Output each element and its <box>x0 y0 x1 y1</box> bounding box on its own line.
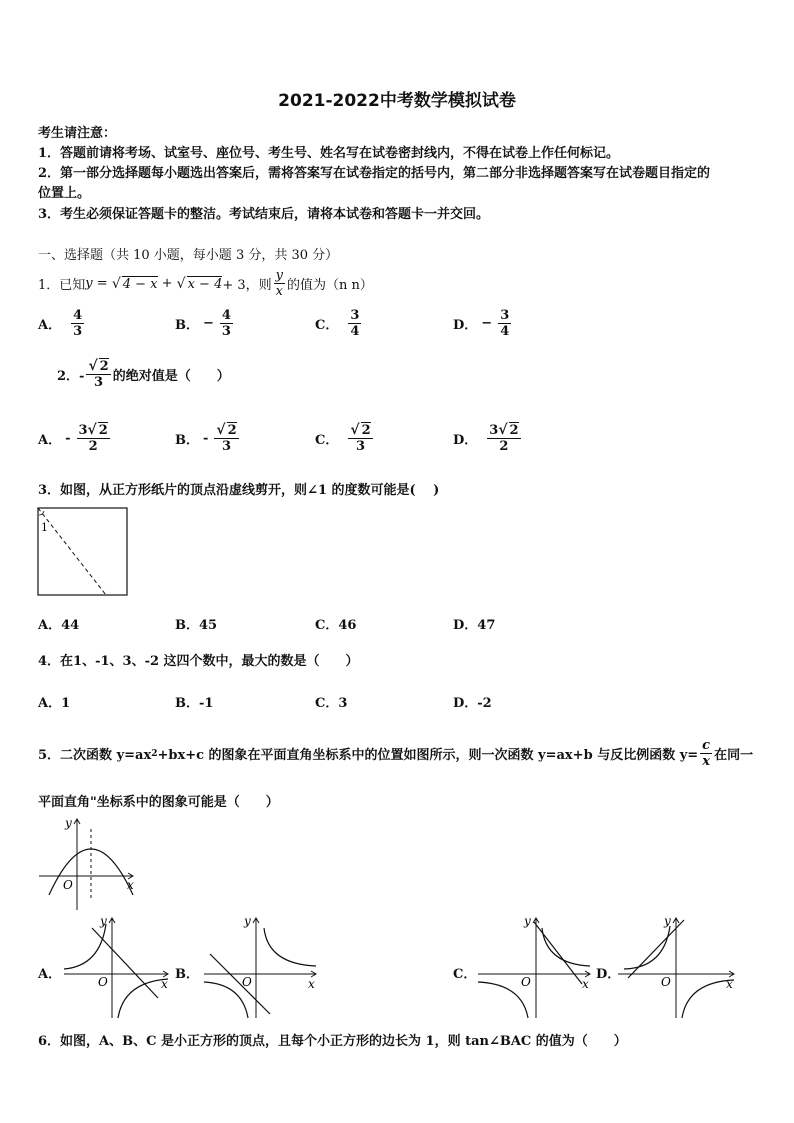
sqrt-icon: √ <box>350 422 360 438</box>
q2-radicand: 2 <box>99 359 109 374</box>
frac-num: 4 <box>73 308 83 323</box>
q5-option-a-graph[interactable] <box>60 914 172 1022</box>
q3-option-d[interactable]: D．47 <box>453 618 496 633</box>
q2-frac-num <box>86 358 110 375</box>
frac-den: 2 <box>88 439 98 454</box>
origin-label: O <box>661 975 671 989</box>
option-fraction <box>71 308 84 339</box>
frac-num: 3 <box>500 308 510 323</box>
angle-label: 1 <box>41 521 48 534</box>
q4-option-c[interactable]: C．3 <box>315 696 348 711</box>
y-label: y <box>65 816 72 830</box>
option-label: B． <box>175 432 199 448</box>
question-3: 3．如图，从正方形纸片的顶点沿虚线剪开，则∠1 的度数可能是( ) <box>38 483 440 498</box>
q1-y: y <box>85 276 93 291</box>
option-label: A． <box>38 318 62 333</box>
q1-option-b[interactable] <box>175 308 235 339</box>
y-label: y <box>100 914 107 928</box>
page-title: 2021-2022中考数学模拟试卷 <box>278 91 516 111</box>
option-label: C． <box>315 318 339 333</box>
q4-option-a[interactable]: A．1 <box>38 696 71 711</box>
q5-option-a-label[interactable]: A． <box>38 967 62 982</box>
section-heading: 一、选择题（共 10 小题，每小题 3 分，共 30 分） <box>38 248 339 263</box>
question-5 <box>38 738 753 769</box>
option-label: C． <box>315 432 339 448</box>
q1-eq: = <box>92 276 112 291</box>
sqrt-icon: √ <box>111 275 121 292</box>
q1-end: 的值为（n n） <box>287 278 373 293</box>
frac-num <box>487 422 520 439</box>
sqrt-icon: √ <box>498 422 508 438</box>
q2-option-a[interactable] <box>38 422 112 454</box>
x-label: x <box>308 977 315 991</box>
q1-plus: + <box>157 276 177 291</box>
sqrt-icon: √ <box>176 275 186 292</box>
option-fraction <box>77 422 110 454</box>
y-label: y <box>244 914 251 928</box>
q5-text-a: 5．二次函数 y=ax <box>38 748 152 763</box>
q4-option-b[interactable]: B．-1 <box>175 696 214 711</box>
q1-fraction <box>274 268 285 299</box>
q2-number: 2．- <box>57 368 85 384</box>
coef: 3 <box>78 423 88 438</box>
option-label: D． <box>453 318 478 333</box>
frac-num <box>348 422 372 439</box>
question-4: 4．在1、-1、3、-2 这四个数中，最大的数是（ ） <box>38 654 359 669</box>
q3-option-c[interactable]: C．46 <box>315 618 357 633</box>
q1-number: 1．已知 <box>38 278 86 293</box>
option-fraction <box>214 422 238 454</box>
q5-option-d-label[interactable]: D． <box>596 967 621 982</box>
x-label: x <box>127 878 134 892</box>
hyperbola-branch <box>542 928 590 966</box>
coef: 3 <box>489 423 499 438</box>
x-label: x <box>726 977 733 991</box>
q5-text-b: +bx+c 的图象在平面直角坐标系中的位置如图所示，则一次函数 y=ax+b 与反比例函数 y= <box>157 748 699 763</box>
option-label: D． <box>453 432 478 448</box>
frac-den: 2 <box>499 439 509 454</box>
q2-option-d[interactable] <box>453 422 523 454</box>
q5-line-2: 平面直角"坐标系中的图象可能是（ ） <box>38 795 279 810</box>
frac-den: 3 <box>73 324 83 339</box>
x-label: x <box>582 977 589 991</box>
hyperbola-branch <box>64 924 106 969</box>
q2-frac-den: 3 <box>94 375 104 390</box>
q2-option-b[interactable] <box>175 422 241 454</box>
q2-option-c[interactable] <box>315 422 375 454</box>
y-label: y <box>664 914 671 928</box>
question-2 <box>57 358 230 390</box>
q5-sup: 2 <box>151 748 158 759</box>
q5-option-b-label[interactable]: B． <box>175 967 199 982</box>
frac-num <box>77 422 110 439</box>
option-fraction <box>348 422 372 454</box>
radicand: 2 <box>227 423 237 438</box>
option-sign: − <box>481 316 493 331</box>
frac-den: 3 <box>222 439 232 454</box>
notice-line-2: 2．第一部分选择题每小题选出答案后，需将答案写在试卷指定的括号内，第二部分非选择题答案写在试卷题目指定的 <box>38 166 711 181</box>
option-sign: − <box>203 316 214 331</box>
square-outline <box>38 508 127 595</box>
option-label: A． <box>38 432 62 448</box>
notice-line-1: 1．答题前请将考场、试室号、座位号、考生号、姓名写在试卷密封线内，不得在试卷上作任何标记。 <box>38 146 620 161</box>
linear-line <box>534 922 582 984</box>
q1-radicand-1: 4 − x <box>122 276 158 292</box>
x-label: x <box>161 977 168 991</box>
q5-option-d-graph[interactable] <box>614 914 738 1022</box>
q5-option-c-label[interactable]: C． <box>453 967 477 982</box>
option-fraction <box>348 308 361 339</box>
option-fraction <box>498 308 511 339</box>
y-label: y <box>524 914 531 928</box>
notice-heading: 考生请注意： <box>38 126 117 141</box>
frac-num: c <box>702 738 711 753</box>
origin-label: O <box>521 975 531 989</box>
frac-den: 4 <box>500 324 510 339</box>
radicand: 2 <box>509 423 519 438</box>
origin-label: O <box>98 975 108 989</box>
option-fraction <box>220 308 233 339</box>
sqrt-icon: √ <box>88 358 98 374</box>
frac-den: 4 <box>350 324 360 339</box>
sqrt-icon: √ <box>87 422 97 438</box>
origin-label: O <box>242 975 252 989</box>
frac-den: 3 <box>355 439 365 454</box>
q3-option-a[interactable]: A．44 <box>38 618 80 633</box>
question-6: 6．如图，A、B、C 是小正方形的顶点，且每个小正方形的边长为 1，则 tan∠BAC 的值为（ ） <box>38 1034 627 1049</box>
q1-option-a[interactable] <box>38 308 86 339</box>
q5-parabola-graph <box>37 815 137 913</box>
q2-end: 的绝对值是（ ） <box>112 368 230 384</box>
q3-square-figure <box>37 507 129 597</box>
radicand: 2 <box>361 423 371 438</box>
q2-fraction <box>86 358 110 390</box>
q5-fraction <box>700 738 712 769</box>
q3-option-b[interactable]: B．45 <box>175 618 218 633</box>
frac-den: 3 <box>221 324 231 339</box>
notice-line-4: 3．考生必须保证答题卡的整洁。考试结束后，请将本试卷和答题卡一并交回。 <box>38 207 490 222</box>
q5-text-c: 在同一 <box>714 748 754 763</box>
option-sign: - <box>65 430 71 446</box>
q5-option-b-graph[interactable] <box>200 914 320 1022</box>
q1-option-c[interactable] <box>315 308 363 339</box>
q4-option-d[interactable]: D．-2 <box>453 696 492 711</box>
q1-tail: + 3，则 <box>222 278 272 293</box>
frac-num: 4 <box>221 308 231 323</box>
hyperbola-branch <box>264 928 316 966</box>
q5-option-c-graph[interactable] <box>474 914 594 1022</box>
radicand: 2 <box>98 423 108 438</box>
frac-num <box>214 422 238 439</box>
q1-option-d[interactable] <box>453 308 513 339</box>
sqrt-icon: √ <box>216 422 226 438</box>
option-sign: - <box>203 430 209 446</box>
q1-radicand-2: x − 4 <box>187 276 223 292</box>
frac-den: x <box>702 754 711 769</box>
q1-frac-num: y <box>275 268 284 283</box>
origin-label: O <box>63 878 73 892</box>
dashed-cut-line <box>38 508 106 595</box>
option-fraction <box>487 422 520 454</box>
question-1 <box>38 268 373 299</box>
frac-num: 3 <box>350 308 360 323</box>
notice-line-3: 位置上。 <box>38 186 91 201</box>
hyperbola-branch <box>624 926 670 969</box>
q1-frac-den: x <box>275 284 283 299</box>
option-label: B． <box>175 318 199 333</box>
